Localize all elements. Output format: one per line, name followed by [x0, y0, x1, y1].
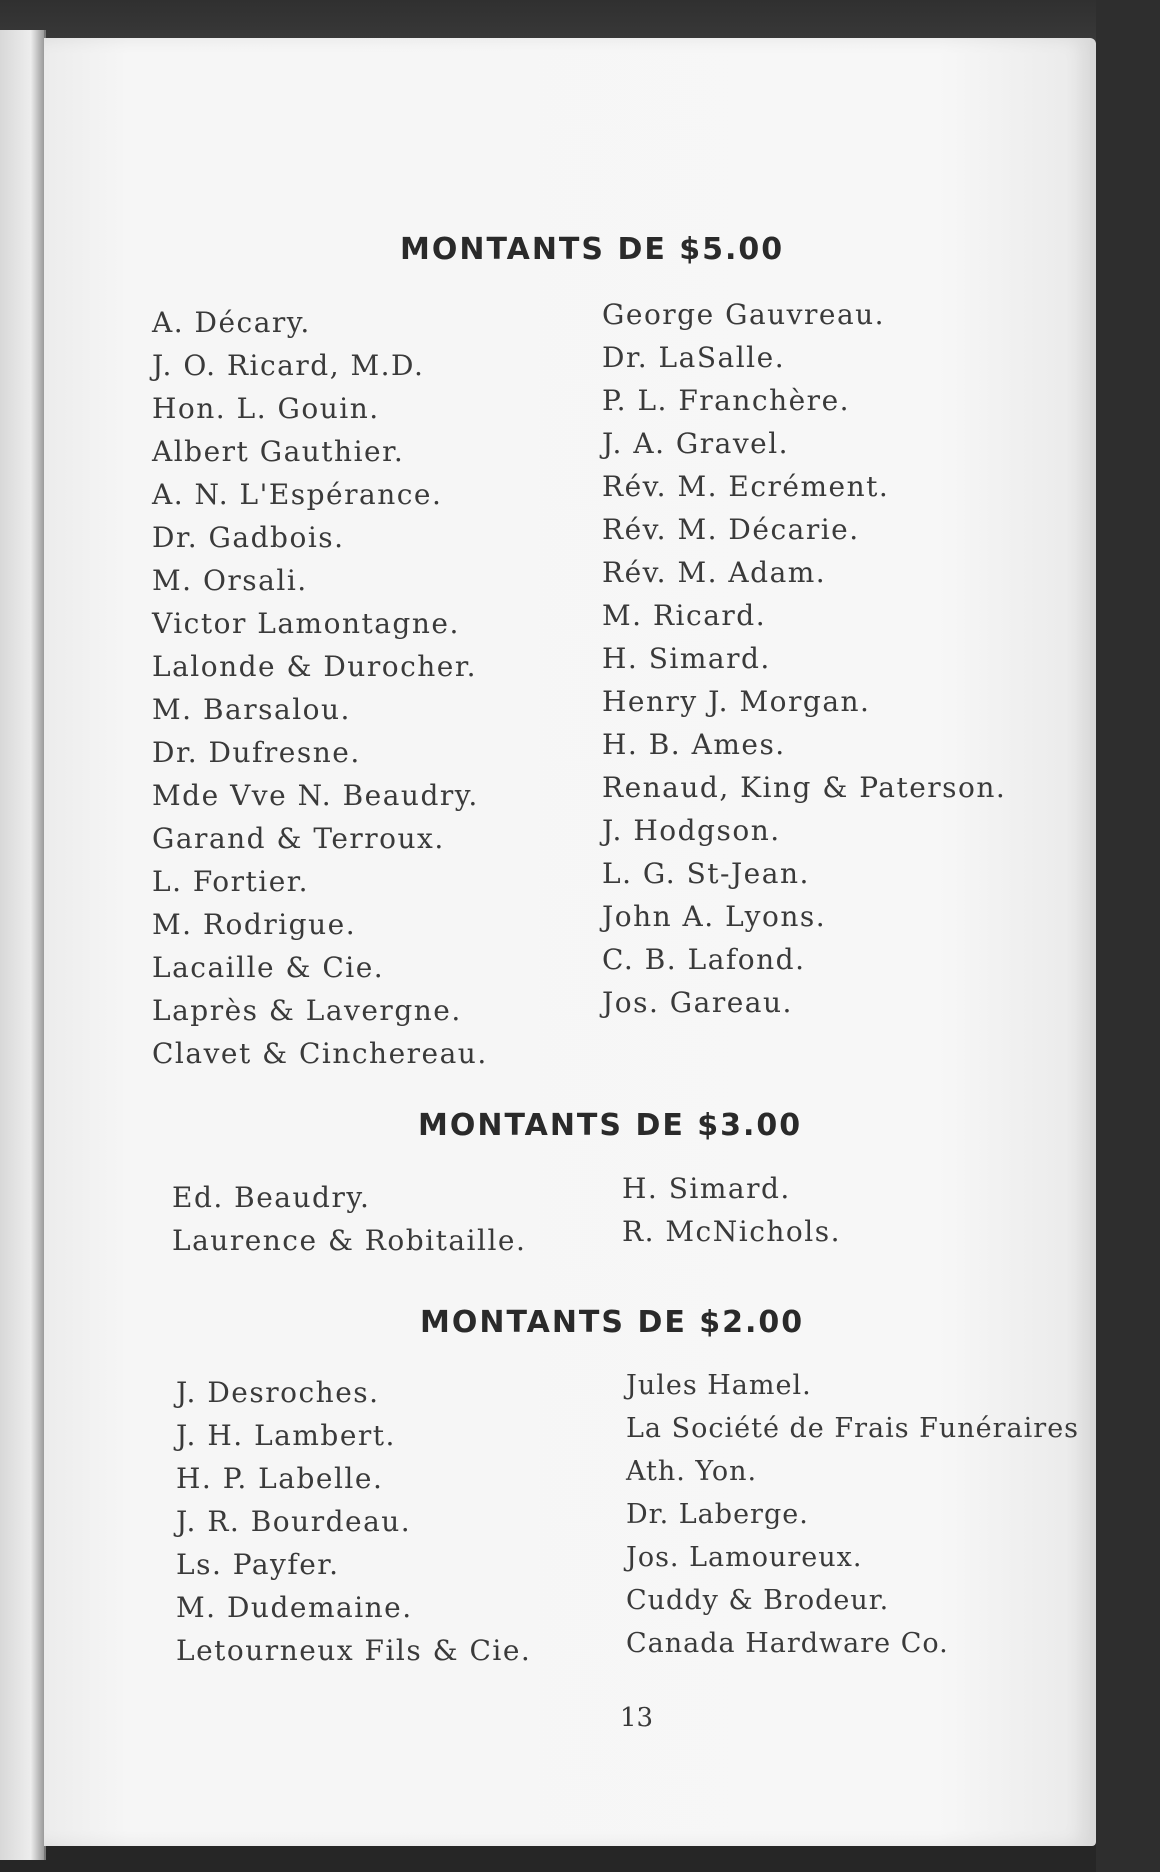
- section-heading-3: MONTANTS DE $3.00: [418, 1108, 803, 1143]
- donor-name: Lalonde & Durocher.: [152, 650, 478, 683]
- donor-name: Laprès & Lavergne.: [152, 994, 462, 1027]
- donor-name: H. P. Labelle.: [176, 1462, 384, 1495]
- donor-name: La Société de Frais Funéraires: [626, 1413, 1080, 1444]
- donor-name: M. Orsali.: [152, 564, 308, 597]
- section-heading-5: MONTANTS DE $5.00: [400, 232, 785, 267]
- donor-name: Dr. Gadbois.: [152, 521, 345, 554]
- donor-name: Jos. Lamoureux.: [626, 1542, 863, 1573]
- donor-name: Ed. Beaudry.: [172, 1181, 371, 1214]
- donor-name: Letourneux Fils & Cie.: [176, 1634, 532, 1667]
- donor-name: A. Décary.: [152, 306, 311, 339]
- donor-name: George Gauvreau.: [602, 298, 886, 331]
- donor-name: Jules Hamel.: [626, 1370, 812, 1401]
- donor-name: Mde Vve N. Beaudry.: [152, 779, 479, 812]
- donor-name: H. B. Ames.: [602, 728, 786, 761]
- donor-name: L. G. St-Jean.: [602, 857, 810, 890]
- section-heading-2: MONTANTS DE $2.00: [420, 1305, 805, 1340]
- donor-name: P. L. Franchère.: [602, 384, 851, 417]
- donor-name: Ls. Payfer.: [176, 1548, 340, 1581]
- donor-name: Henry J. Morgan.: [602, 685, 871, 718]
- donor-list-3-left: [172, 1176, 526, 1262]
- donor-name: Albert Gauthier.: [152, 435, 405, 468]
- donor-name: J. Hodgson.: [602, 814, 781, 847]
- donor-name: Victor Lamontagne.: [152, 607, 460, 640]
- donor-list-2-left: [176, 1371, 531, 1672]
- donor-name: Garand & Terroux.: [152, 822, 445, 855]
- donor-name: Laurence & Robitaille.: [172, 1224, 527, 1257]
- page-number: 13: [620, 1703, 654, 1733]
- donor-name: M. Barsalou.: [152, 693, 351, 726]
- donor-name: H. Simard.: [622, 1172, 791, 1205]
- donor-name: J. H. Lambert.: [176, 1419, 396, 1452]
- donor-name: J. A. Gravel.: [602, 427, 790, 460]
- donor-name: Clavet & Cinchereau.: [152, 1037, 488, 1070]
- donor-name: J. Desroches.: [176, 1376, 380, 1409]
- donor-name: M. Ricard.: [602, 599, 767, 632]
- donor-name: Ath. Yon.: [626, 1456, 758, 1487]
- donor-name: Dr. Dufresne.: [152, 736, 361, 769]
- donor-name: C. B. Lafond.: [602, 943, 806, 976]
- donor-list-5-right: [602, 293, 1006, 1024]
- donor-name: Rév. M. Ecrément.: [602, 470, 890, 503]
- donor-name: J. O. Ricard, M.D.: [152, 349, 425, 382]
- donor-name: J. R. Bourdeau.: [176, 1505, 412, 1538]
- donor-name: H. Simard.: [602, 642, 771, 675]
- donor-name: Renaud, King & Paterson.: [602, 771, 1007, 804]
- donor-list-2-right: [626, 1364, 1079, 1665]
- donor-name: L. Fortier.: [152, 865, 310, 898]
- donor-name: Rév. M. Décarie.: [602, 513, 860, 546]
- previous-page-edge: [0, 30, 46, 1860]
- donor-name: Cuddy & Brodeur.: [626, 1585, 890, 1616]
- donor-name: Canada Hardware Co.: [626, 1628, 949, 1659]
- donor-name: M. Dudemaine.: [176, 1591, 413, 1624]
- donor-name: M. Rodrigue.: [152, 908, 357, 941]
- donor-name: Dr. LaSalle.: [602, 341, 786, 374]
- donor-name: Hon. L. Gouin.: [152, 392, 380, 425]
- donor-name: Dr. Laberge.: [626, 1499, 809, 1530]
- donor-name: John A. Lyons.: [602, 900, 827, 933]
- donor-name: Jos. Gareau.: [602, 986, 793, 1019]
- donor-name: Rév. M. Adam.: [602, 556, 827, 589]
- donor-name: A. N. L'Espérance.: [152, 478, 443, 511]
- donor-list-5-left: [152, 301, 488, 1075]
- donor-name: Lacaille & Cie.: [152, 951, 385, 984]
- background-right: [1096, 0, 1160, 1872]
- donor-name: R. McNichols.: [622, 1215, 841, 1248]
- donor-list-3-right: [622, 1167, 841, 1253]
